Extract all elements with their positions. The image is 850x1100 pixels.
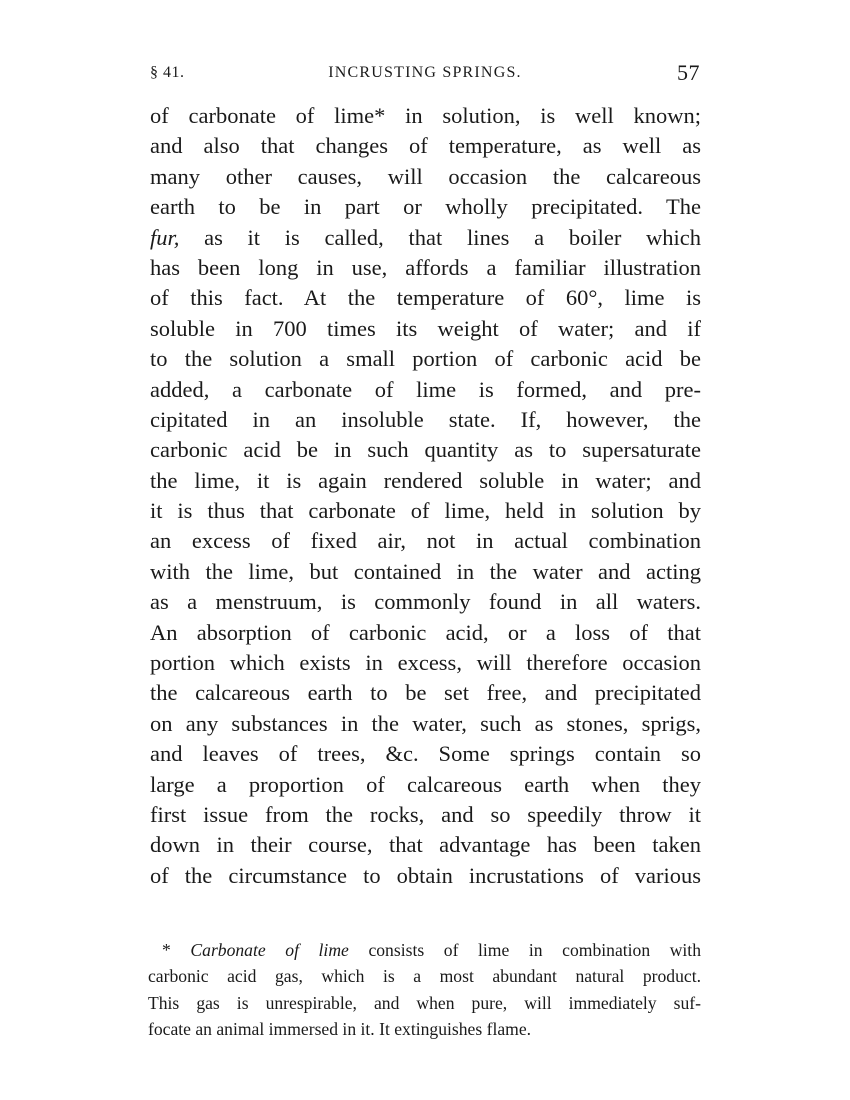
text-line: earth to be in part or wholly precipitated. The: [150, 194, 701, 220]
chapter-title: INCRUSTING SPRINGS.: [328, 64, 522, 81]
text-line: added, a carbonate of lime is formed, and pre-: [150, 376, 701, 402]
text-line: first issue from the rocks, and so speedily throw it: [150, 801, 701, 827]
text-line: An absorption of carbonic acid, or a loss of that: [150, 619, 701, 645]
text-line: portion which exists in excess, will therefore occasion: [150, 650, 701, 676]
section-number: § 41.: [150, 64, 185, 81]
text-line: it is thus that carbonate of lime, held in solution by: [150, 498, 701, 524]
text-line-with-italic: [150, 223, 701, 253]
text-line: and also that changes of temperature, as well as: [150, 133, 701, 159]
footnote-text: consists of lime in combination with: [368, 940, 701, 960]
text-line: large a proportion of calcareous earth when they: [150, 771, 701, 797]
text-line: the calcareous earth to be set free, and precipitated: [150, 680, 701, 706]
text-line: the lime, it is again rendered soluble in water; and: [150, 467, 701, 493]
italic-term-fur: fur,: [150, 224, 180, 250]
text-line: to the solution a small portion of carbonic acid be: [150, 346, 701, 372]
text-line: of carbonate of lime* in solution, is well known;: [150, 103, 701, 128]
footnote-line: focate an animal immersed in it. It extinguishes flame.: [148, 1018, 532, 1039]
text-line: of the circumstance to obtain incrustations of various: [150, 862, 701, 888]
page-number: 57: [677, 60, 700, 85]
text-line: and leaves of trees, &c. Some springs contain so: [150, 741, 701, 767]
footnote: [148, 937, 701, 1042]
footnote-italic-term: Carbonate of lime: [190, 940, 349, 960]
footnote-line: carbonic acid gas, which is a most abundant natural product.: [148, 966, 701, 987]
text-line: of this fact. At the temperature of 60°, lime is: [150, 285, 701, 311]
text-line: an excess of fixed air, not in actual combination: [150, 528, 701, 554]
text-line: as a menstruum, is commonly found in all waters.: [150, 589, 701, 615]
text-line: with the lime, but contained in the water and acting: [150, 558, 701, 584]
footnote-line: [148, 937, 701, 963]
text-line: carbonic acid be in such quantity as to supersaturate: [150, 437, 701, 463]
footnote-line: This gas is unrespirable, and when pure, will immediately suf-: [148, 992, 701, 1013]
text-line: soluble in 700 times its weight of water; and if: [150, 315, 701, 341]
text-line: has been long in use, affords a familiar illustration: [150, 254, 701, 280]
running-head: [150, 60, 700, 90]
text-line: on any substances in the water, such as stones, sprigs,: [150, 710, 701, 736]
text-line: cipitated in an insoluble state. If, however, the: [150, 406, 701, 432]
text-line-rest: as it is called, that lines a boiler which: [204, 224, 701, 250]
body-text: [150, 101, 701, 891]
footnote-marker: *: [162, 940, 171, 960]
text-line: many other causes, will occasion the calcareous: [150, 163, 701, 189]
text-line: down in their course, that advantage has been taken: [150, 832, 701, 858]
